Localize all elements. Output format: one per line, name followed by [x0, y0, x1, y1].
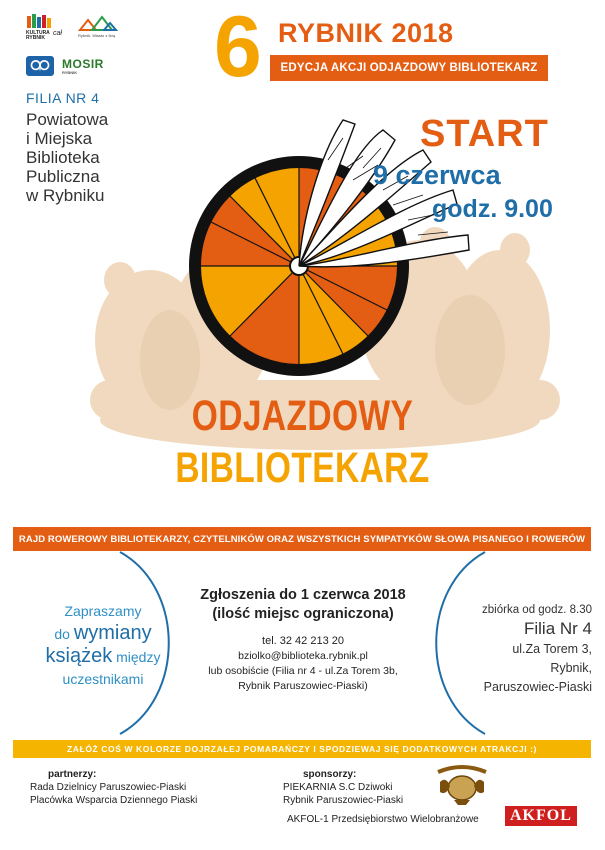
gathering-time: zbiórka od godz. 8.30	[482, 604, 592, 616]
partners-list	[30, 768, 197, 807]
phone-number[interactable]: tel. 32 42 213 20	[262, 635, 344, 647]
partner-item: Rada Dzielnicy Paruszowiec-Piaski	[30, 782, 187, 793]
partners-heading: partnerzy:	[48, 769, 97, 780]
mosir-logo: MOSIR RYBNIK	[62, 57, 104, 75]
ride-description-banner: RAJD ROWEROWY BIBLIOTEKARZY, CZYTELNIKÓW ORAZ WSZYSTKICH SYMPATYKÓW SŁOWA PISANEGO I ROWERÓW	[13, 527, 591, 551]
kultura-rybnik-logo: KULTURA RYBNIK cał	[26, 14, 62, 40]
akfol-company: AKFOL-1 Przedsiębiorstwo Wielobranżowe	[287, 814, 479, 825]
book-exchange-invite: Zapraszamy do wymiany książek między uczestnikami	[45, 603, 161, 687]
dress-code-strip: ZAŁÓŻ COŚ W KOLORZE DOJRZAŁEJ POMARAŃCZY I SPODZIEWAJ SIĘ DODATKOWYCH ATRAKCJI :)	[13, 740, 591, 758]
partner-item: Placówka Wsparcia Dziennego Piaski	[30, 795, 198, 806]
start-date: 9 czerwca	[373, 160, 501, 190]
sponsor-item: PIEKARNIA S.C Dziwoki	[283, 782, 393, 793]
akfol-logo: AKFOL	[505, 806, 577, 826]
gathering-place: Filia Nr 4	[523, 619, 592, 638]
rybnik-city-logo: Rybnik. Miasto z Ikrą	[76, 14, 120, 40]
registration-limit: (ilość miejsc ograniczona)	[212, 606, 394, 622]
email-address[interactable]: bziolko@biblioteka.rybnik.pl	[238, 650, 368, 662]
title-line-1: ODJAZDOWY	[191, 392, 414, 440]
library-name: Powiatowa i Miejska Biblioteka Publiczna w Rybniku	[26, 110, 109, 205]
sponsors-list	[283, 768, 403, 807]
sponsor-item: Rybnik Paruszowiec-Piaski	[283, 795, 404, 806]
title-line-2: BIBLIOTEKARZ	[175, 444, 430, 492]
logo-row	[26, 14, 120, 40]
branch-label: FILIA NR 4	[26, 90, 100, 106]
sponsors-heading: sponsorzy:	[303, 769, 357, 780]
start-label: START	[420, 113, 549, 155]
registration-info: Zgłoszenia do 1 czerwca 2018 (ilość miejsc ograniczona) tel. 32 42 213 20 bziolko@biblioteka.rybnik.pl lub osobiście (Filia nr 4 - ul.Za Torem 3b, Rybnik Paruszowiec-Piaski)	[178, 586, 428, 694]
logo-row-2	[26, 56, 104, 76]
start-time: godz. 9.00	[432, 195, 553, 223]
gathering-info: zbiórka od godz. 8.30 Filia Nr 4 ul.Za Torem 3, Rybnik, Paruszowiec-Piaski	[440, 604, 596, 696]
edition-banner: EDYCJA AKCJI ODJAZDOWY BIBLIOTEKARZ	[270, 55, 548, 81]
registration-deadline: Zgłoszenia do 1 czerwca 2018	[200, 587, 406, 603]
bakery-emblem-icon	[432, 762, 492, 806]
edition-number: 6	[214, 0, 262, 95]
city-year: RYBNIK 2018	[278, 18, 454, 48]
owl-logo-icon	[26, 56, 54, 76]
